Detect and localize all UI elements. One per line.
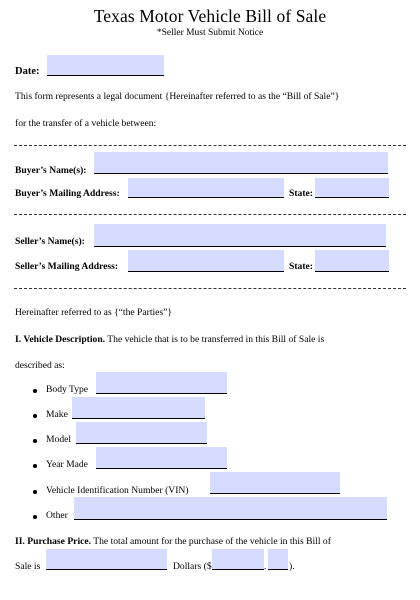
seller-state-field[interactable] — [315, 250, 389, 272]
seller-name-field[interactable] — [94, 224, 386, 247]
separator — [14, 288, 406, 289]
parties-text: Hereinafter referred to as {“the Parties”} — [15, 307, 173, 318]
bullet — [33, 490, 37, 494]
separator — [14, 145, 406, 146]
year-made-label: Year Made — [46, 459, 88, 470]
body-type-field[interactable] — [96, 372, 227, 394]
price-text-1: The total amount for the purchase of the vehicle in this Bill of — [91, 536, 331, 547]
price-cents-field[interactable] — [268, 549, 288, 570]
vehicle-text-2: described as: — [15, 360, 65, 371]
year-made-field[interactable] — [96, 447, 227, 469]
vehicle-heading: I. Vehicle Description. — [15, 334, 106, 345]
price-heading: II. Purchase Price. — [15, 536, 92, 547]
intro-line-1: This form represents a legal document {Hereinafter referred to as the “Bill of Sale”} — [15, 91, 340, 102]
price-close: ). — [289, 561, 295, 572]
buyer-address-field[interactable] — [128, 178, 284, 198]
document-title: Texas Motor Vehicle Bill of Sale — [93, 6, 327, 26]
model-field[interactable] — [76, 422, 207, 444]
make-label: Make — [46, 409, 68, 420]
vin-field[interactable] — [210, 472, 340, 494]
vehicle-description-line-1 — [15, 334, 324, 345]
bullet — [33, 464, 37, 468]
document-subtitle: *Seller Must Submit Notice — [156, 28, 264, 38]
bullet — [33, 389, 37, 393]
seller-state-label: State: — [289, 261, 313, 272]
buyer-name-label: Buyer’s Name(s): — [15, 165, 87, 176]
price-dollars-field[interactable] — [212, 549, 267, 572]
dollars-label: Dollars ($ — [173, 561, 212, 572]
buyer-state-field[interactable] — [315, 178, 389, 198]
make-field[interactable] — [72, 397, 205, 419]
buyer-name-field[interactable] — [94, 152, 388, 174]
seller-name-label: Seller’s Name(s): — [15, 236, 85, 247]
bullet — [33, 439, 37, 443]
price-words-field[interactable] — [46, 549, 167, 570]
vin-label: Vehicle Identification Number (VIN) — [46, 485, 189, 496]
vehicle-text-1: The vehicle that is to be transferred in this Bill of Sale is — [105, 334, 325, 345]
decimal-point: . — [264, 561, 267, 572]
other-field[interactable] — [74, 497, 387, 520]
sale-is-label: Sale is — [15, 561, 41, 572]
bullet — [33, 515, 37, 519]
intro-line-2: for the transfer of a vehicle between: — [15, 118, 157, 129]
seller-address-label: Seller’s Mailing Address: — [15, 261, 119, 272]
separator — [14, 214, 406, 215]
other-label: Other — [46, 510, 68, 521]
bullet — [33, 414, 37, 418]
seller-address-field[interactable] — [128, 250, 284, 272]
date-field[interactable] — [47, 55, 164, 76]
model-label: Model — [46, 434, 72, 445]
body-type-label: Body Type — [46, 384, 89, 395]
buyer-address-label: Buyer’s Mailing Address: — [15, 188, 120, 199]
price-line-1 — [15, 536, 331, 547]
date-label: Date: — [15, 66, 40, 77]
buyer-state-label: State: — [289, 188, 313, 199]
